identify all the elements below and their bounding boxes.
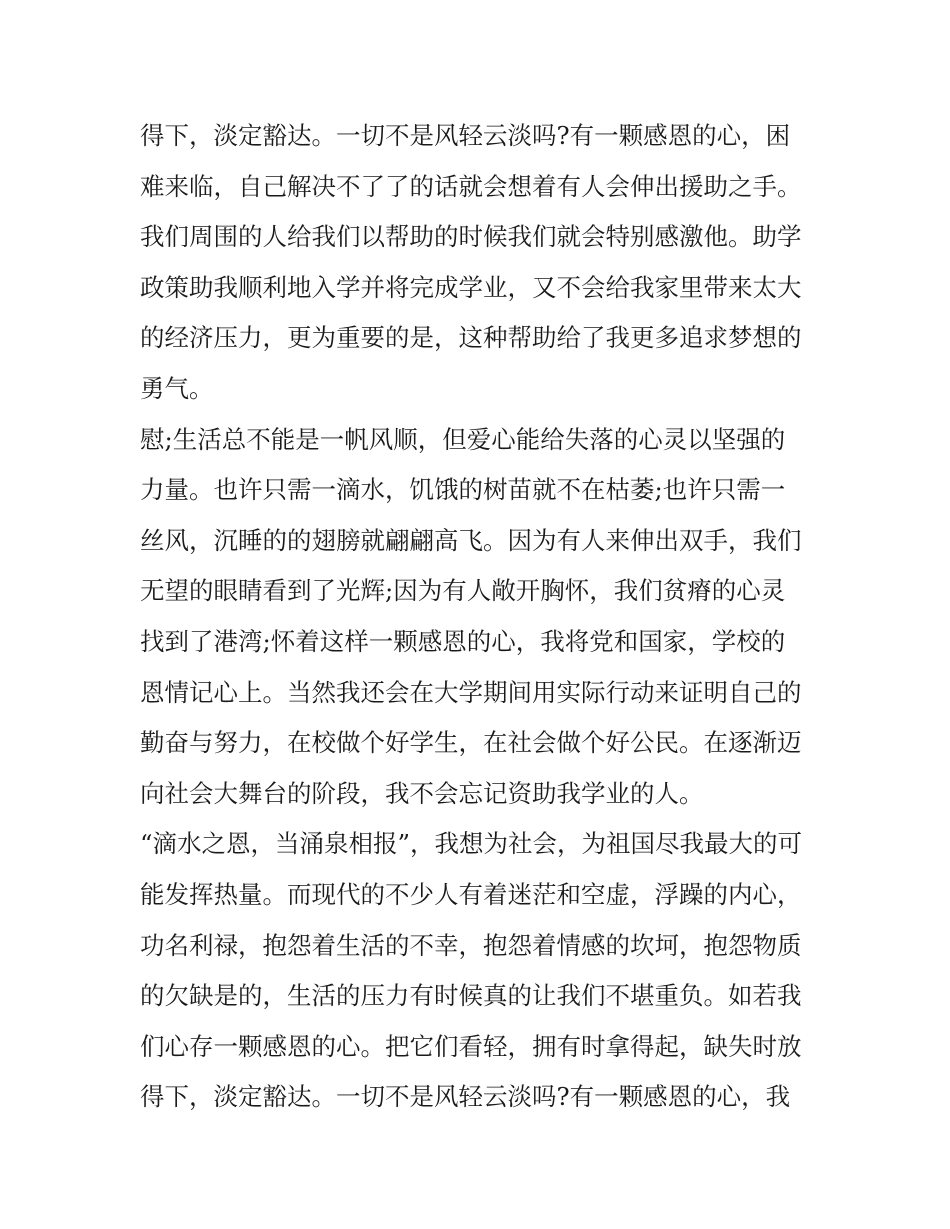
text-line: 功名利禄，抱怨着生活的不幸，抱怨着情感的坎坷，抱怨物质: [140, 930, 802, 960]
text-line: 得下，淡定豁达。一切不是风轻云淡吗?有一颗感恩的心，困: [140, 121, 791, 150]
text-line: 丝风，沉睡的的翅膀就翩翩高飞。因为有人来伸出双手，我们: [140, 525, 802, 555]
text-line: 恩情记心上。当然我还会在大学期间用实际行动来证明自己的: [140, 677, 802, 707]
body-text: [140, 111, 820, 1123]
text-line: 向社会大舞台的阶段，我不会忘记资助我学业的人。: [140, 778, 704, 808]
text-line: 的经济压力，更为重要的是，这种帮助给了我更多追求梦想的: [140, 323, 802, 353]
text-line: 能发挥热量。而现代的不少人有着迷茫和空虚，浮躁的内心，: [140, 879, 802, 909]
text-line: 勤奋与努力，在校做个好学生，在社会做个好公民。在逐渐迈: [140, 728, 802, 758]
text-line: 找到了港湾;怀着这样一颗感恩的心，我将党和国家，学校的: [140, 626, 786, 656]
text-line: 无望的眼睛看到了光辉;因为有人敞开胸怀，我们贫瘠的心灵: [140, 576, 786, 606]
text-line: 得下，淡定豁达。一切不是风轻云淡吗?有一颗感恩的心，我: [140, 1082, 791, 1112]
text-line: 慰;生活总不能是一帆风顺，但爱心能给失落的心灵以坚强的: [140, 424, 786, 454]
text-line: 政策助我顺利地入学并将完成学业，又不会给我家里带来太大: [140, 272, 802, 302]
text-line: 我们周围的人给我们以帮助的时候我们就会特别感激他。助学: [140, 222, 802, 252]
text-line: 们心存一颗感恩的心。把它们看轻，拥有时拿得起，缺失时放: [140, 1031, 802, 1061]
text-line: 的欠缺是的，生活的压力有时候真的让我们不堪重负。如若我: [140, 981, 802, 1011]
text-line: 勇气。: [140, 373, 214, 403]
text-line: 力量。也许只需一滴水，饥饿的树苗就不在枯萎;也许只需一: [140, 475, 786, 505]
text-line: “滴水之恩，当涌泉相报”，我想为社会，为祖国尽我最大的可: [140, 829, 803, 859]
text-line: 难来临，自己解决不了了的话就会想着有人会伸出援助之手。: [140, 171, 802, 201]
